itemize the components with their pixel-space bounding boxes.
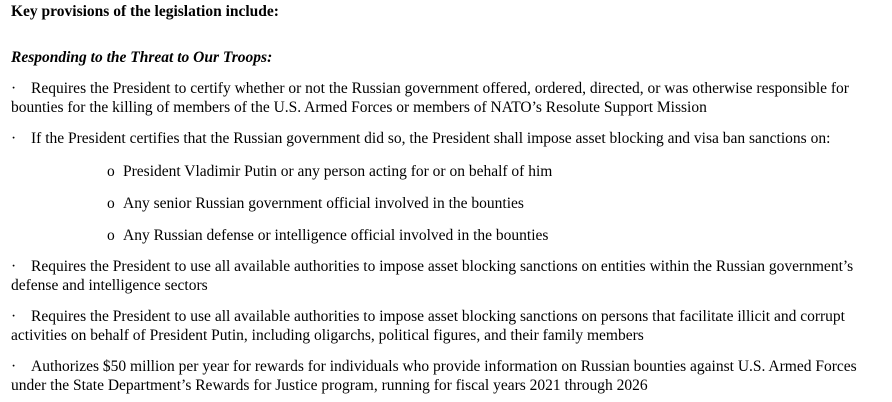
provision-bullet <box>11 257 880 295</box>
document-page <box>0 2 892 402</box>
provision-bullet <box>11 307 880 345</box>
sub-list-item <box>11 162 880 181</box>
sub-list-item <box>11 226 880 245</box>
provision-text: Authorizes $50 million per year for rewards for individuals who provide information on Russian bounties against U.S. Armed Forces under the State Department’s Rewards for Justice program, running for fiscal years 2021 through 2026 <box>11 358 857 394</box>
provision-bullet <box>11 357 880 395</box>
provision-text: Requires the President to certify whether or not the Russian government offered, ordered, directed, or was otherwise responsible for bounties for the killing of members of the U.S. Armed Forces or members of NATO’s Resolute Support Mission <box>11 80 849 116</box>
document-heading: Key provisions of the legislation include: <box>11 3 279 20</box>
bullet-marker: · <box>11 358 17 375</box>
sub-item-text: Any Russian defense or intelligence official involved in the bounties <box>123 227 549 244</box>
bullet-marker: · <box>11 308 17 325</box>
sanctions-target-list <box>11 162 880 245</box>
provision-bullet <box>11 79 880 117</box>
provision-text: Requires the President to use all available authorities to impose asset blocking sanctions on entities within the Russian government’s defense and intelligence sectors <box>11 258 854 294</box>
provision-text: Requires the President to use all available authorities to impose asset blocking sanctions on persons that facilitate illicit and corrupt activities on behalf of President Putin, including oligarchs, political figures, and their family members <box>11 308 845 344</box>
sub-item-text: Any senior Russian government official involved in the bounties <box>123 195 524 212</box>
bullet-marker: · <box>11 80 17 97</box>
section-title: Responding to the Threat to Our Troops: <box>11 49 273 66</box>
sub-item-text: President Vladimir Putin or any person acting for or on behalf of him <box>123 163 553 180</box>
sub-bullet-marker: o <box>107 163 115 180</box>
sub-list-item <box>11 194 880 213</box>
bullet-marker: · <box>11 130 17 147</box>
provision-bullet <box>11 129 880 148</box>
provision-text: If the President certifies that the Russian government did so, the President shall impose asset blocking and visa ban sanctions on: <box>31 130 831 147</box>
bullet-marker: · <box>11 258 17 275</box>
sub-bullet-marker: o <box>107 195 115 212</box>
sub-bullet-marker: o <box>107 227 115 244</box>
